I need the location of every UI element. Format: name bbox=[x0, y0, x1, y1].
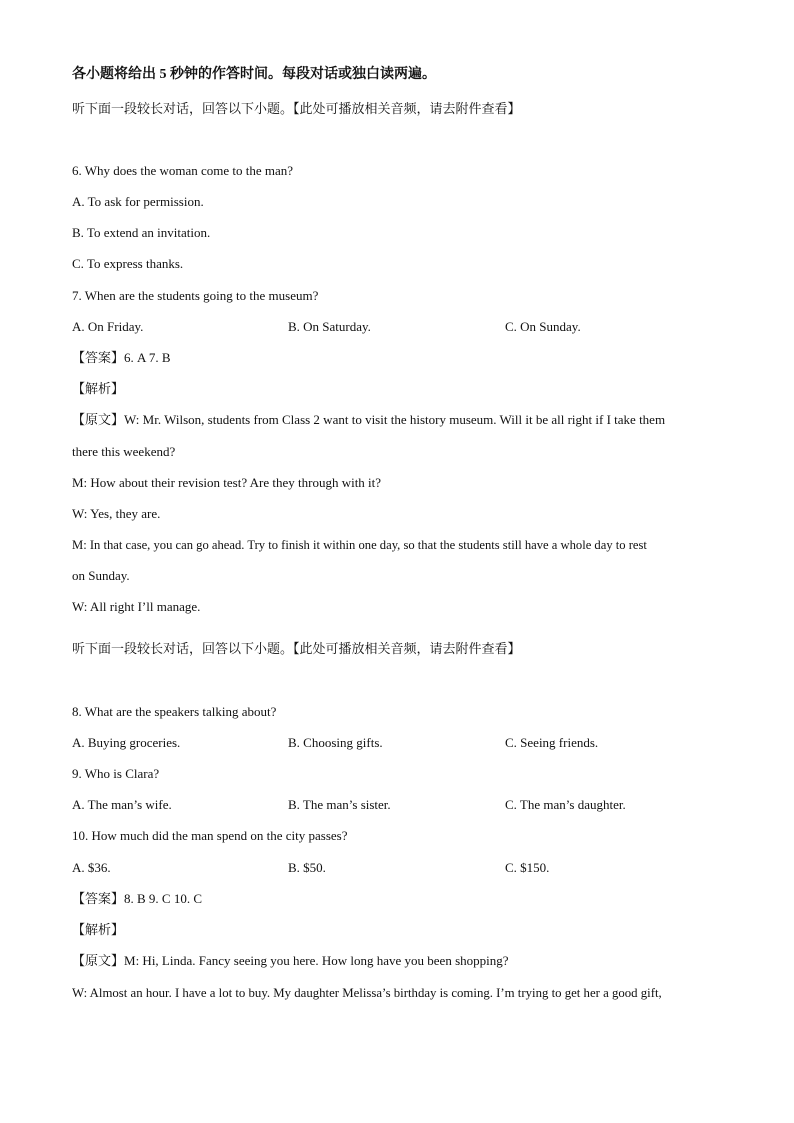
transcript-line: W: Almost an hour. I have a lot to buy. My daughter Melissa’s birthday is coming. I’m trying to get her a good gift, bbox=[72, 986, 662, 1000]
answer-tag: 【答案】 bbox=[72, 891, 125, 906]
question-10: 10. How much did the man spend on the city passes? bbox=[72, 828, 348, 843]
q9-option-a: A. The man’s wife. bbox=[72, 797, 172, 812]
q10-option-c: C. $150. bbox=[505, 860, 550, 875]
transcript-line: there this weekend? bbox=[72, 444, 176, 459]
transcript-text: M: Hi, Linda. Fancy seeing you here. How long have you been shopping? bbox=[124, 953, 509, 968]
original-tag: 【原文】 bbox=[72, 412, 125, 427]
q8-option-b: B. Choosing gifts. bbox=[288, 735, 383, 750]
question-6: 6. Why does the woman come to the man? bbox=[72, 163, 294, 178]
transcript-line bbox=[72, 952, 509, 970]
analysis-tag-2: 【解析】 bbox=[72, 922, 125, 937]
transcript-line: W: Yes, they are. bbox=[72, 506, 161, 521]
transcript-line: on Sunday. bbox=[72, 568, 130, 583]
answer-line-1 bbox=[72, 349, 171, 367]
q7-option-b: B. On Saturday. bbox=[288, 319, 371, 334]
transcript-line bbox=[72, 411, 665, 429]
q10-option-b: B. $50. bbox=[288, 860, 326, 875]
intro-instruction: 各小题将给出 5 秒钟的作答时间。每段对话或独白读两遍。 bbox=[72, 67, 436, 82]
transcript-line: W: All right I’ll manage. bbox=[72, 599, 201, 614]
q6-option-b: B. To extend an invitation. bbox=[72, 225, 211, 240]
q8-option-c: C. Seeing friends. bbox=[505, 735, 599, 750]
transcript-line: M: How about their revision test? Are they through with it? bbox=[72, 475, 382, 490]
q6-option-a: A. To ask for permission. bbox=[72, 194, 204, 209]
q7-option-c: C. On Sunday. bbox=[505, 319, 581, 334]
q7-option-a: A. On Friday. bbox=[72, 319, 144, 334]
question-9: 9. Who is Clara? bbox=[72, 766, 160, 781]
question-7: 7. When are the students going to the museum? bbox=[72, 288, 319, 303]
q8-option-a: A. Buying groceries. bbox=[72, 735, 181, 750]
answer-values: 6. A 7. B bbox=[124, 350, 171, 365]
answer-line-2 bbox=[72, 890, 202, 908]
analysis-tag-1: 【解析】 bbox=[72, 381, 125, 396]
question-8: 8. What are the speakers talking about? bbox=[72, 704, 277, 719]
transcript-line: M: In that case, you can go ahead. Try to finish it within one day, so that the students still have a whole day to rest bbox=[72, 538, 647, 552]
transcript-text: W: Mr. Wilson, students from Class 2 want to visit the history museum. Will it be all right if I take them bbox=[124, 412, 666, 427]
answer-values: 8. B 9. C 10. C bbox=[124, 891, 203, 906]
q6-option-c: C. To express thanks. bbox=[72, 256, 184, 271]
original-tag: 【原文】 bbox=[72, 953, 125, 968]
q9-option-c: C. The man’s daughter. bbox=[505, 797, 626, 812]
answer-tag: 【答案】 bbox=[72, 350, 125, 365]
listening-prompt-1: 听下面一段较长对话，回答以下小题。【此处可播放相关音频，请去附件查看】 bbox=[72, 101, 521, 116]
q10-option-a: A. $36. bbox=[72, 860, 111, 875]
q9-option-b: B. The man’s sister. bbox=[288, 797, 391, 812]
listening-prompt-2: 听下面一段较长对话，回答以下小题。【此处可播放相关音频，请去附件查看】 bbox=[72, 641, 521, 656]
